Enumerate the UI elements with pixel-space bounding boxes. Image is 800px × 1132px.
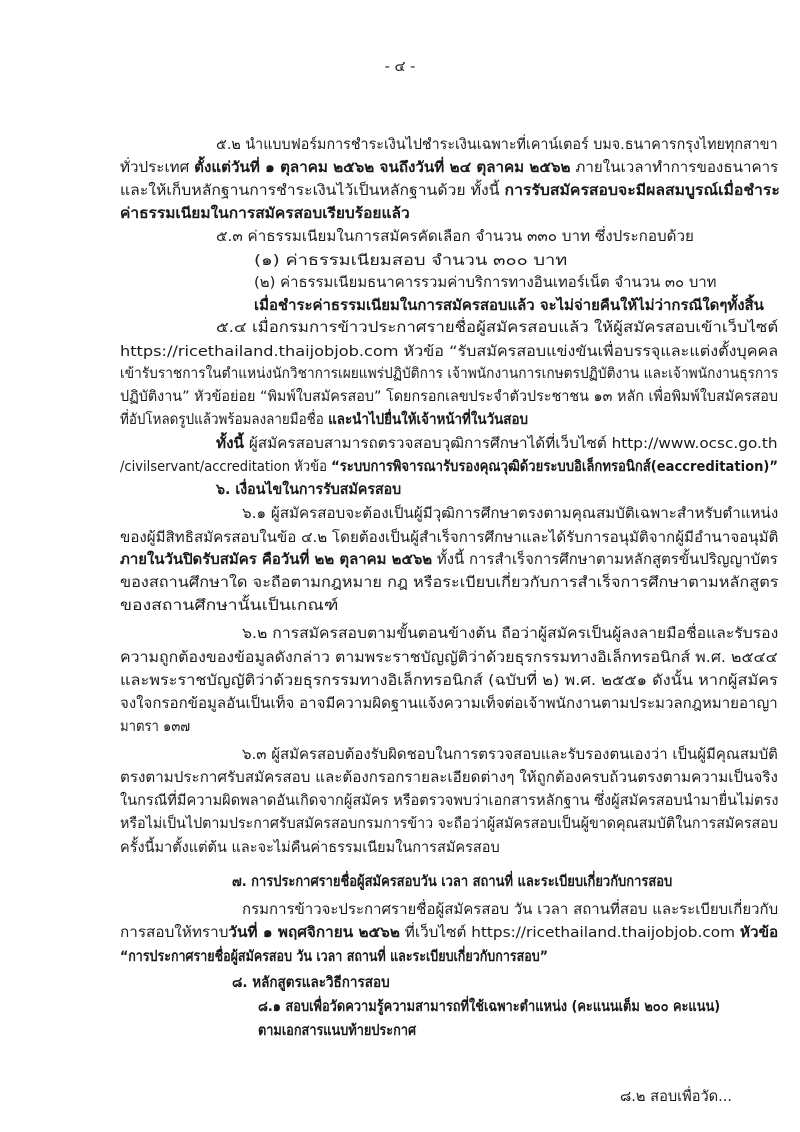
text-segment: https://ricethailand.thaijobjob.com หัวข้อ “รับสมัครสอบแข่งขันเพื่อบรรจุและแต่งตั้งบุคคล [120,343,779,360]
text-line [216,480,401,500]
text-segment: ๖.๓ ผู้สมัครสอบต้องรับผิดชอบในการตรวจสอบและรับรองตนเองว่า เป็นผู้มีคุณสมบัติ [242,746,778,763]
text-line [120,814,778,834]
text-segment: (๑) ค่าธรรมเนียมสอบ จำนวน ๓๐๐ บาท [254,252,568,269]
text-line [258,1021,416,1041]
text-segment: ครั้งนี้มาตั้งแต่ต้น และจะไม่คืนค่าธรรมเนียมในการสมัครสอบ [120,839,500,856]
text-segment: ทั้งนี้ การสำเร็จการศึกษาตามหลักสูตรขั้นปริญญาบัตร [432,551,778,568]
text-segment: ผู้สมัครสอบสามารถตรวจสอบวุฒิการศึกษาได้ที่เว็บไซต์ http://www.ocsc.go.th [243,435,778,452]
bold-text: วันที่ ๑ พฤศจิกายน ๒๕๖๒ [228,924,400,941]
text-line [242,900,778,920]
bold-text: ภายในวันปิดรับสมัคร คือวันที่ ๒๒ ตุลาคม ๒๕๖๒ [120,551,433,568]
text-segment: กรมการข้าวจะประกาศรายชื่อผู้สมัครสอบ วัน เวลา สถานที่สอบ และระเบียบเกี่ยวกับ [242,901,779,918]
text-segment: ๕.๒ นำแบบฟอร์มการชำระเงินไปชำระเงินเฉพาะที่เคาน์เตอร์ บมจ.ธนาคารกรุงไทยทุกสาขา [216,136,778,153]
bold-text: “การประกาศรายชื่อผู้สมัครสอบ วัน เวลา สถานที่ และระเบียบเกี่ยวกับการสอบ” [120,948,548,965]
text-segment: (๒) ค่าธรรมเนียมธนาคารรวมค่าบริการทางอินเทอร์เน็ต จำนวน ๓๐ บาท [254,274,717,291]
text-line [120,596,338,616]
text-segment: หรือไม่เป็นไปตามประกาศรับสมัครสอบกรมการข้าว จะถือว่าผู้สมัครสอบเป็นผู้ขาดคุณสมบัติในการสมัครสอบ [120,815,778,832]
text-line [120,791,778,811]
text-segment: ๕.๓ ค่าธรรมเนียมในการสมัครคัดเลือก จำนวน ๓๓๐ บาท ซึ่งประกอบด้วย [216,228,694,245]
bold-text: การรับสมัครสอบจะมีผลสมบูรณ์เมื่อชำระ [504,182,780,199]
text-segment: เข้ารับราชการในตำแหน่งนักวิชาการเผยแพร่ปฏิบัติการ เจ้าพนักงานการเกษตรปฏิบัติงาน และเจ้าพนักงานธุรการ [120,365,779,382]
text-segment: ของผู้มีสิทธิสมัครสอบในข้อ ๔.๒ โดยต้องเป็นผู้สำเร็จการศึกษาและได้รับการอนุมัติจากผู้มีอำนาจอนุมัติ [120,529,779,546]
text-segment: และให้เก็บหลักฐานการชำระเงินไว้เป็นหลักฐานด้วย ทั้งนี้ [120,182,505,199]
bold-text: เมื่อชำระค่าธรรมเนียมในการสมัครสอบแล้ว จะไม่จ่ายคืนให้ไม่ว่ากรณีใดๆทั้งสิ้น [254,297,764,314]
text-line [120,181,780,201]
text-line [120,457,778,477]
bold-text: ตามเอกสารแนบท้ายประกาศ [258,1022,417,1039]
text-line [216,135,778,155]
text-line [216,318,778,338]
text-line [120,923,778,943]
page-number: - ๔ - [384,58,416,75]
text-segment: ทั่วประเทศ [120,159,195,176]
text-line [216,434,778,454]
text-line [120,717,190,737]
text-line [254,296,764,316]
text-segment: ความถูกต้องของข้อมูลดังกล่าว ตามพระราชบัญญัติว่าด้วยธุรกรรมทางอิเล็กทรอนิกส์ พ.ศ. ๒๕๔๔ [120,649,778,666]
text-segment: ๕.๔ เมื่อกรมการข้าวประกาศรายชื่อผู้สมัครสอบแล้ว ให้ผู้สมัครสอบเข้าเว็บไซต์ [216,319,779,336]
text-line [242,624,778,644]
bold-text: ตั้งแต่วันที่ ๑ ตุลาคม ๒๕๖๒ จนถึงวันที่ ๒๔ ตุลาคม ๒๕๖๒ [194,159,571,176]
text-line [120,387,778,407]
bold-text: ๗. การประกาศรายชื่อผู้สมัครสอบวัน เวลา สถานที่ และระเบียบเกี่ยวกับการสอบ [232,873,673,890]
text-line [120,573,779,593]
text-line [120,550,778,570]
text-segment: ๖.๑ ผู้สมัครสอบจะต้องเป็นผู้มีวุฒิการศึกษาตรงตามคุณสมบัติเฉพาะสำหรับตำแหน่ง [242,505,779,522]
text-line [242,504,778,524]
bold-text: และนำไปยื่นให้เจ้าหน้าที่ในวันสอบ [328,411,529,428]
text-line [120,342,778,362]
text-segment: ที่อัปโหลดรูปแล้วพร้อมลงลายมือชื่อ [120,411,329,428]
text-segment: ภายในเวลาทำการของธนาคาร [570,159,779,176]
text-line [254,251,567,271]
text-segment: และพระราชบัญญัติว่าด้วยธุรกรรมทางอิเล็กทรอนิกส์ (ฉบับที่ ๒) พ.ศ. ๒๕๕๑ ดังนั้น หากผู้สมัคร [120,672,778,689]
bold-text: ๖. เงื่อนไขในการรับสมัครสอบ [216,481,402,498]
text-segment: การสอบให้ทราบ [120,924,229,941]
text-line [120,364,778,384]
text-line [254,273,716,293]
text-segment: มาตรา ๑๓๗ [120,718,191,735]
bold-text: ๘. หลักสูตรและวิธีการสอบ [232,974,390,991]
text-segment: /civilservant/accreditation หัวข้อ [120,458,332,475]
bold-text: ๘.๑ สอบเพื่อวัดความรู้ความสามารถที่ใช้เฉพาะตำแหน่ง (คะแนนเต็ม ๒๐๐ คะแนน) [258,998,721,1015]
text-line [258,997,720,1017]
text-line [120,204,410,224]
text-line [120,528,778,548]
continuation-footer: ๘.๒ สอบเพื่อวัด... [620,1088,733,1105]
text-segment: ตรงตามประกาศรับสมัครสอบ และต้องกรอกรายละเอียดต่างๆ ให้ถูกต้องครบถ้วนตรงตามความเป็นจริง [120,769,778,786]
text-segment: ของสถานศึกษานั้นเป็นเกณฑ์ [120,597,339,614]
text-segment: จงใจกรอกข้อมูลอันเป็นเท็จ อาจมีความผิดฐานแจ้งความเท็จต่อเจ้าพนักงานตามประมวลกฎหมายอาญา [120,695,778,712]
bold-text: ค่าธรรมเนียมในการสมัครสอบเรียบร้อยแล้ว [120,205,410,222]
bold-text: หัวข้อ [739,924,779,941]
text-line [232,872,672,892]
text-line [120,158,778,178]
text-line [120,671,778,691]
text-line [120,838,500,858]
bold-text: “ระบบการพิจารณารับรองคุณวุฒิด้วยระบบอิเล็กทรอนิกส์(eaccreditation)” [331,458,779,475]
text-line [120,768,778,788]
text-line [216,227,694,247]
text-line [120,694,778,714]
text-line [120,947,548,967]
bold-text: ทั้งนี้ [216,435,244,452]
text-segment: ของสถานศึกษาใด จะถือตามกฎหมาย กฎ หรือระเบียบเกี่ยวกับการสำเร็จการศึกษาตามหลักสูตร [120,574,779,591]
text-line [242,745,778,765]
text-segment: ๖.๒ การสมัครสอบตามขั้นตอนข้างต้น ถือว่าผู้สมัครเป็นผู้ลงลายมือชื่อและรับรอง [242,625,779,642]
text-line [120,410,528,430]
text-segment: ในกรณีที่มีความผิดพลาดอันเกิดจากผู้สมัคร หรือตรวจพบว่าเอกสารหลักฐาน ซึ่งผู้สมัครสอบนำมายื่นไม่ตรง [120,792,779,809]
text-line [232,973,390,993]
text-segment: ที่เว็บไซต์ https://ricethailand.thaijobjob.com [399,924,740,941]
text-line [120,648,778,668]
text-segment: ปฏิบัติงาน” หัวข้อย่อย “พิมพ์ใบสมัครสอบ” โดยกรอกเลขประจำตัวประชาชน ๑๓ หลัก เพื่อพิมพ์ใบสมัครสอบ [120,388,779,405]
